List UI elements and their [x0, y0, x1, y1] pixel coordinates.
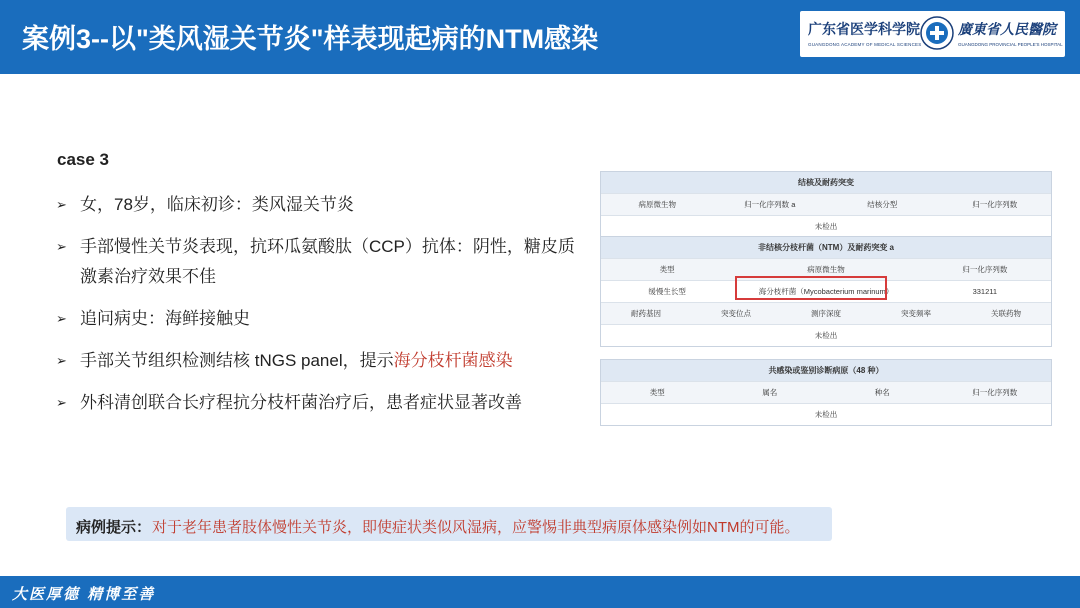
column-header: 突变频率 [901, 309, 931, 318]
highlight-box [735, 276, 887, 300]
coinfection-table [600, 359, 1052, 426]
table-cell: 缓慢生长型 [648, 287, 686, 296]
table-cell: 海分枝杆菌（Mycobacterium marinum） [758, 287, 894, 296]
column-header: 类型 [649, 388, 665, 397]
table-header-row [601, 193, 1051, 215]
tb-resistance-table [600, 171, 1052, 238]
header-bar [0, 0, 1080, 74]
table-row [601, 215, 1051, 237]
column-header: 测序深度 [811, 309, 841, 318]
academy-name: 广东省医学科学院 [808, 22, 920, 38]
arrow-bullet-icon: ➢ [56, 197, 67, 212]
column-header: 归一化序列数 [972, 200, 1018, 209]
academy-subtitle: GUANGDONG ACADEMY OF MEDICAL SCIENCES [808, 42, 922, 47]
column-header: 病原微生物 [638, 200, 676, 209]
result-cell: 未检出 [814, 410, 838, 419]
bullet-item [56, 190, 576, 220]
result-cell: 未检出 [814, 331, 838, 340]
footer-bar [0, 576, 1080, 608]
arrow-bullet-icon: ➢ [56, 311, 67, 326]
case-tip-box [66, 507, 832, 541]
case-label: case 3 [57, 150, 109, 169]
result-cell: 未检出 [814, 222, 838, 231]
table-title: 结核及耐药突变 [601, 172, 1051, 193]
bullet-item [56, 232, 576, 292]
arrow-bullet-icon: ➢ [56, 395, 67, 410]
hospital-logo [800, 11, 1065, 57]
table-title: 共感染或鉴别诊断病原（48 种） [601, 360, 1051, 381]
table-header-row [601, 302, 1051, 324]
table-row [601, 403, 1051, 425]
bullet-item [56, 346, 576, 376]
column-header: 关联药物 [991, 309, 1021, 318]
bullet-text: 外科清创联合长疗程抗分枝杆菌治疗后，患者症状显著改善 [80, 393, 522, 412]
column-header: 属名 [762, 388, 778, 397]
column-header: 突变位点 [721, 309, 751, 318]
bullet-item [56, 388, 576, 418]
column-header: 病原微生物 [807, 265, 845, 274]
arrow-bullet-icon: ➢ [56, 239, 67, 254]
hospital-subtitle: GUANGDONG PROVINCIAL PEOPLE'S HOSPITAL [958, 42, 1063, 47]
bullet-text: 追问病史：海鲜接触史 [80, 309, 250, 328]
tip-label: 病例提示： [76, 519, 152, 536]
hospital-emblem-icon [920, 16, 954, 50]
bullet-text: 女，78岁，临床初诊：类风湿关节炎 [80, 195, 354, 214]
column-header: 结核分型 [867, 200, 898, 209]
table-row [601, 324, 1051, 346]
case-bullet-list [56, 190, 576, 430]
slide-title: 案例3--以"类风湿关节炎"样表现起病的NTM感染 [22, 24, 599, 54]
tip-text: 对于老年患者肢体慢性关节炎，即使症状类似风湿病，应警惕非典型病原体感染例如NTM的可能。 [152, 519, 800, 536]
table-header-row [601, 381, 1051, 403]
column-header: 归一化序列数 a [744, 200, 796, 209]
bullet-item [56, 304, 576, 334]
table-title: 非结核分枝杆菌（NTM）及耐药突变 a [601, 237, 1051, 258]
table-cell: 331211 [972, 287, 998, 296]
bullet-text: 手部关节组织检测结核 tNGS panel，提示 [80, 351, 394, 370]
column-header: 类型 [659, 265, 675, 274]
footer-motto: 大医厚德 精博至善 [12, 585, 156, 603]
hospital-name: 廣東省人民醫院 [958, 22, 1056, 38]
column-header: 归一化序列数 [962, 265, 1008, 274]
arrow-bullet-icon: ➢ [56, 353, 67, 368]
column-header: 种名 [874, 388, 890, 397]
bullet-text: 手部慢性关节炎表现，抗环瓜氨酸肽（CCP）抗体：阴性，糖皮质激素治疗效果不佳 [80, 237, 575, 286]
highlighted-diagnosis: 海分枝杆菌感染 [393, 351, 513, 370]
column-header: 归一化序列数 [972, 388, 1018, 397]
column-header: 耐药基因 [631, 309, 661, 318]
